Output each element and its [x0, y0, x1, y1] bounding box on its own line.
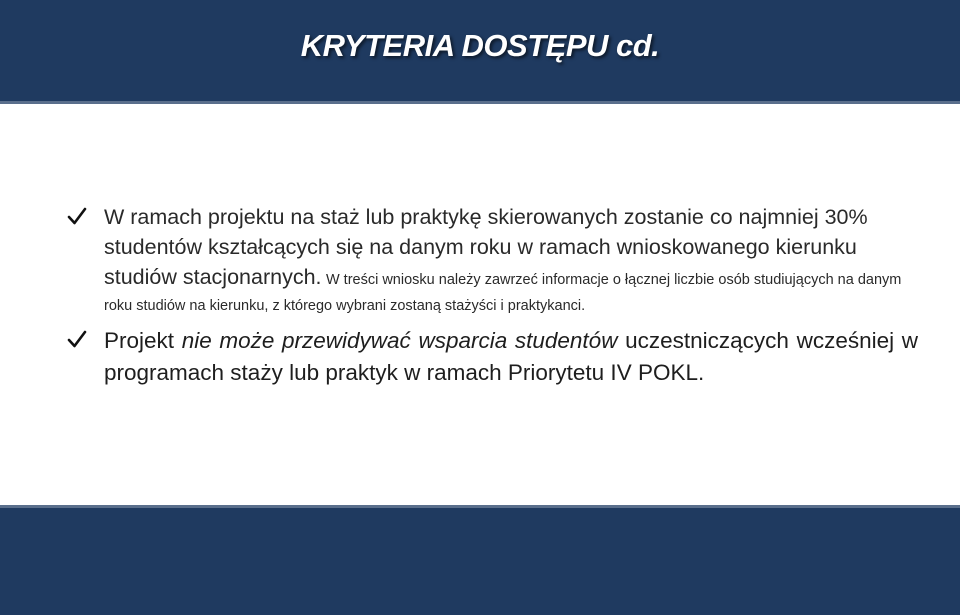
check-icon [66, 328, 88, 350]
bullet-1-main-text: W ramach projektu na staż lub praktykę skierowanych zostanie co najmniej 30% studentów kształcących się na danym roku w ramach wnioskowanego kierunku studiów stacjonarnych. [104, 205, 868, 289]
bullet-2-emphasis: nie może przewidywać wsparcia studentów [181, 328, 618, 353]
slide-content [66, 202, 918, 389]
bullet-item-2 [66, 325, 918, 389]
footer-bar [0, 505, 960, 615]
check-icon [66, 205, 88, 227]
header-bar [0, 0, 960, 104]
bullet-1-note-text: W treści wniosku należy zawrzeć informacje o łącznej liczbie osób studiujących na danym roku studiów na kierunku, z którego wybrani zostaną stażyści i praktykanci. [104, 272, 902, 314]
bullet-2-text-end: uczestniczących wcześniej w programach staży lub praktyk w ramach Priorytetu IV POKL. [104, 328, 918, 385]
slide-title: KRYTERIA DOSTĘPU cd. [300, 28, 660, 63]
bullet-item-1 [66, 202, 918, 319]
bullet-2-text-start: Projekt [104, 328, 175, 353]
